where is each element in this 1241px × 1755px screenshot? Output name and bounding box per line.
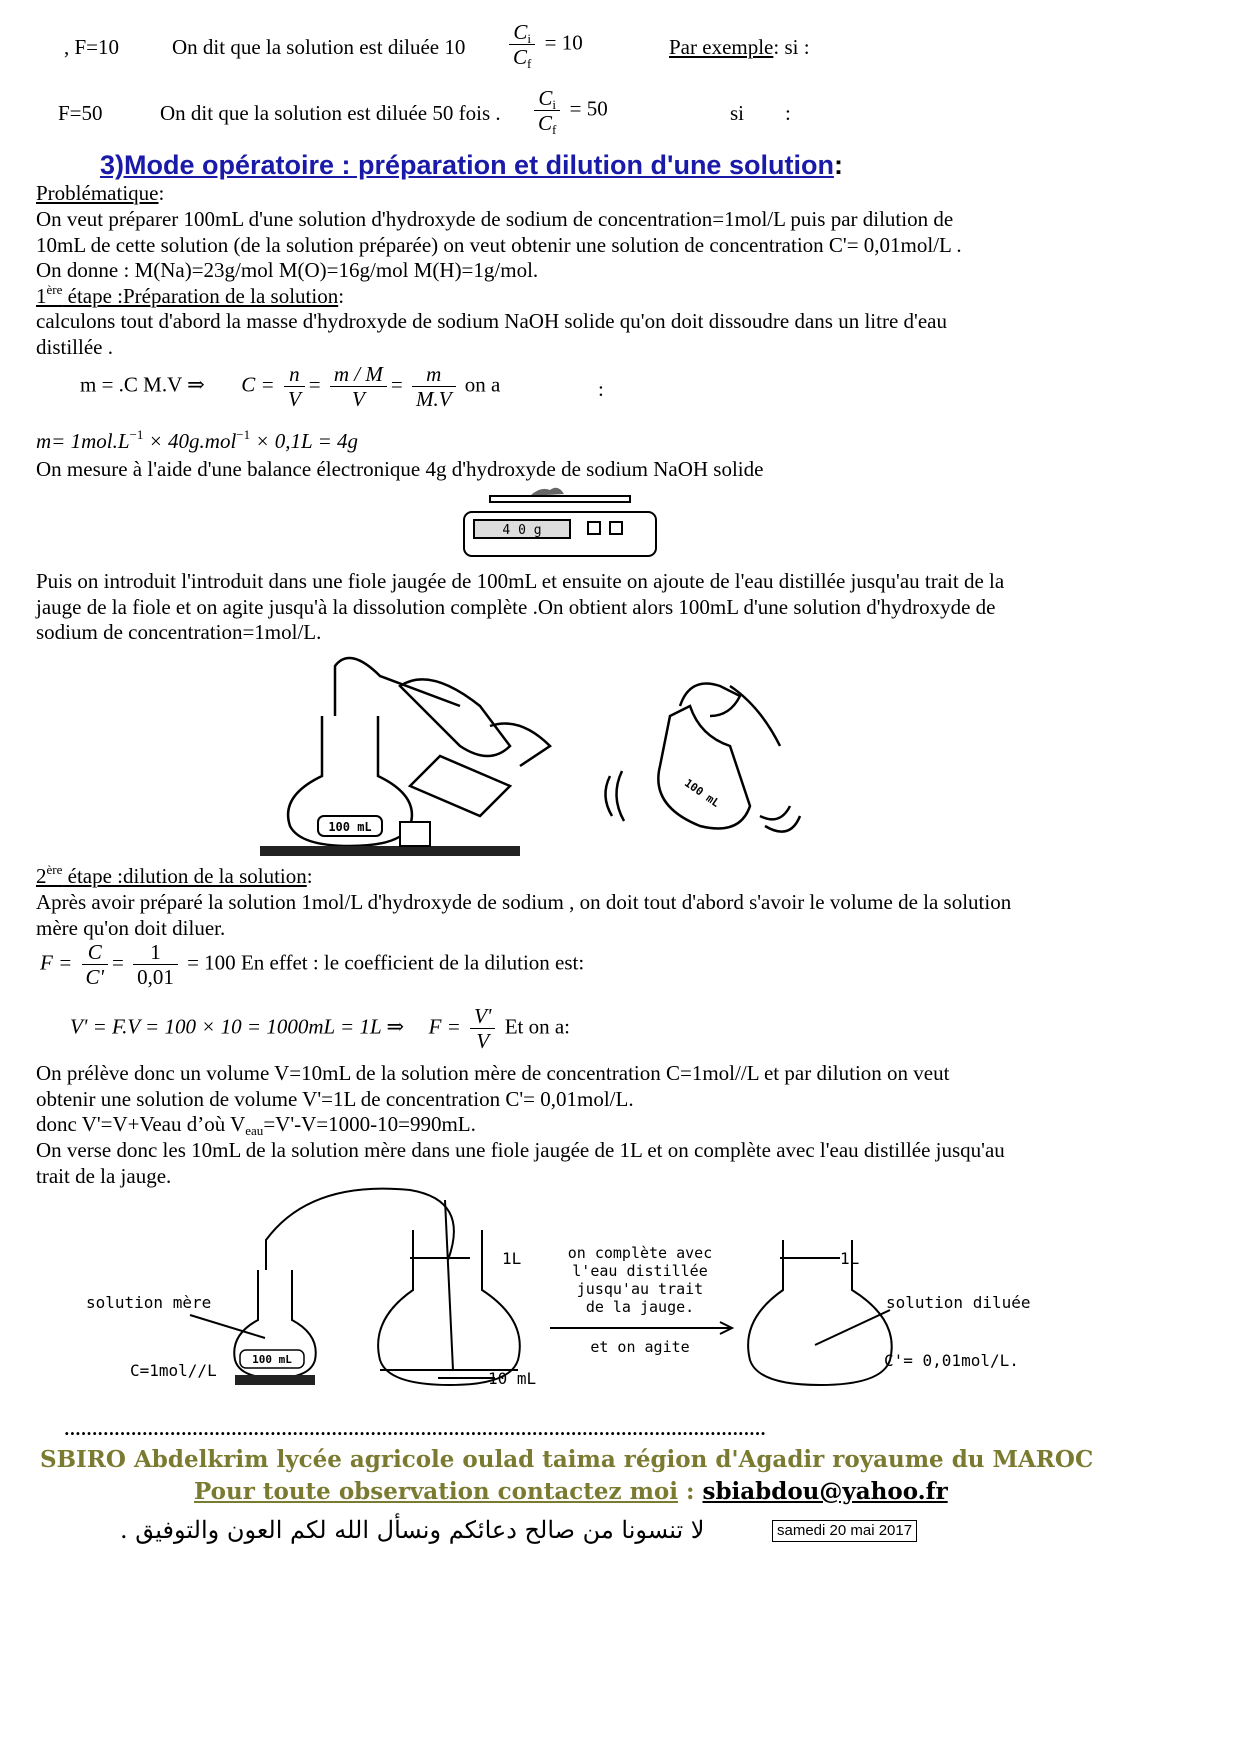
footer-contact: Pour toute observation contactez moi : sbiabdou@yahoo.fr [194, 1478, 948, 1505]
arrow-text-4: de la jauge. [585, 1298, 695, 1316]
process-arrow [550, 1322, 732, 1334]
pipette [445, 1200, 453, 1370]
step1-line5: jauge de la fiole et on agite jusqu'à la dissolution complète .On obtient alors 100mL d'une solution d'hydroxyde de [36, 595, 996, 619]
f50-prefix: F=50 [58, 101, 103, 125]
balance-illustration [460, 484, 660, 560]
arrow-text-1: on complète avec [567, 1244, 713, 1262]
mother-concentration: C=1mol//L [130, 1361, 217, 1380]
diluted-solution-label: solution diluée [886, 1293, 1031, 1312]
date-stamp: samedi 20 mai 2017 [772, 1520, 917, 1542]
arrow-text-5: et on agite [590, 1338, 690, 1356]
par-exemple: Par exemple: si : [669, 35, 810, 59]
diluted-concentration: C'= 0,01mol/L. [884, 1351, 1019, 1370]
step1-line1: calculons tout d'abord la masse d'hydroxyde de sodium NaOH solide qu'on doit dissoudre dans un litre d'eau [36, 309, 947, 333]
mother-pointer [190, 1315, 265, 1338]
motion-lines-right [760, 806, 800, 832]
mother-solution-label: solution mère [86, 1293, 212, 1312]
balance-plate [490, 496, 630, 502]
flask-label: 100 mL [328, 820, 372, 834]
step2-line6: On verse donc les 10mL de la solution mère dans une fiole jaugée de 1L et on complète avec l'eau distillée jusqu'au [36, 1138, 1005, 1162]
arrow-text-2: l'eau distillée [572, 1262, 708, 1280]
mother-base [235, 1375, 315, 1385]
balance-display-value: 4 0 g [502, 523, 542, 538]
arrow-text-3: jusqu'au trait [576, 1280, 704, 1298]
step2-line2: mère qu'on doit diluer. [36, 916, 226, 940]
volume-formula: V' = F.V = 100 × 10 = 1000mL = 1L ⇒ F = $\frac{V'}{V}$ Et on a: [70, 1004, 571, 1053]
footer-author: SBIRO Abdelkrim lycée agricole oulad taima région d'Agadir royaume du MAROC [40, 1446, 1094, 1473]
f10-text: On dit que la solution est diluée 10 [172, 35, 466, 59]
f10-line [64, 34, 119, 60]
section-title: 3)Mode opératoire : préparation et dilution d'une solution: [100, 150, 843, 180]
diluted-pointer [815, 1310, 890, 1345]
funnel-tube [335, 658, 460, 716]
shaken-flask-label: 100 mL [681, 776, 723, 810]
email-link[interactable]: sbiabdou@yahoo.fr [702, 1478, 948, 1505]
mother-flask-label: 100 mL [252, 1353, 292, 1366]
f10-fraction: $\frac{C_i}{C_f}$ = 10 [505, 20, 583, 69]
problem-line1: On veut préparer 100mL d'une solution d'hydroxyde de sodium de concentration=1mol/L puis par dilution de [36, 207, 954, 231]
shaken-flask [658, 706, 750, 829]
powder-heap [530, 488, 564, 496]
step1-line6: sodium de concentration=1mol/L. [36, 620, 322, 644]
preparation-illustration [260, 646, 880, 862]
dilution-factor-formula: F = $\frac{C}{C'}$ = $\frac{1}{0,01}$ = 100 En effet : le coefficient de la dilution est: [40, 940, 585, 989]
step2-line7: trait de la jauge. [36, 1164, 172, 1188]
f50-si: si [730, 101, 745, 125]
step1-line4: Puis on introduit l'introduit dans une fiole jaugée de 100mL et ensuite on ajoute de l'eau distillée jusqu'au trait de la [36, 569, 1005, 593]
wash-bottle [410, 756, 510, 816]
mass-calc: $m= 1mol.L^{-1} \times 40g.mol^{-1} \times 0,1L = 4g$ [36, 427, 359, 453]
flask-1l [378, 1230, 520, 1385]
problem-line3: On donne : M(Na)=23g/mol M(O)=16g/mol M(H)=1g/mol. [36, 258, 539, 282]
ten-ml-label: 10 mL [488, 1369, 537, 1388]
step2-heading: 2ère étape :dilution de la solution: [36, 862, 313, 888]
mass-formula-colon: : [598, 377, 604, 401]
step2-line5: donc V'=V+Veau d’où $V_{eau}=V'-V=1000-10=990mL$. [36, 1112, 476, 1138]
f50-colon: : [785, 101, 791, 125]
footer-arabic: لا تنسونا من صالح دعائكم ونسأل الله لكم العون والتوفيق . [120, 1516, 705, 1544]
step2-line4: obtenir une solution de volume V'=1L de concentration C'= 0,01mol/L. [36, 1087, 634, 1111]
step2-line1: Après avoir préparé la solution 1mol/L d'hydroxyde de sodium , on doit tout d'abord s'avoir le volume de la solution [36, 890, 1012, 914]
problem-line2: 10mL de cette solution (de la solution préparée) on veut obtenir une solution de concentration C'= 0,01mol/L . [36, 233, 962, 257]
balance-button-2 [610, 522, 622, 534]
powder-dish [400, 822, 430, 846]
diluted-flask [748, 1240, 892, 1385]
flask-1l-label: 1L [502, 1249, 522, 1268]
hand-right [680, 684, 740, 717]
mass-formula: m = .C M.V ⇒ C = $\frac{n}{V}$ = $\frac{m / M}{V}$ = $\frac{m}{M.V}$ on a [80, 362, 501, 411]
dilution-diagram [70, 1180, 1070, 1400]
step1-heading: 1ère étape :Préparation de la solution: [36, 282, 345, 308]
diluted-flask-1l-label: 1L [840, 1249, 860, 1268]
step1-line3: On mesure à l'aide d'une balance électronique 4g d'hydroxyde de sodium NaOH solide [36, 457, 764, 481]
step1-line2: distillée . [36, 335, 113, 359]
footer-dots: .............................................................................................................................. [64, 1420, 766, 1439]
f50-text: On dit que la solution est diluée 50 fois . [160, 101, 501, 125]
step2-line3: On prélève donc un volume V=10mL de la solution mère de concentration C=1mol//L et par dilution on veut [36, 1061, 950, 1085]
f50-fraction: $\frac{C_i}{C_f}$ = 50 [530, 86, 608, 135]
bench [260, 846, 520, 856]
balance-button-1 [588, 522, 600, 534]
f10-prefix: , F=10 [64, 35, 120, 59]
motion-lines-left [605, 771, 624, 821]
problem-heading: Problématique: [36, 181, 165, 205]
